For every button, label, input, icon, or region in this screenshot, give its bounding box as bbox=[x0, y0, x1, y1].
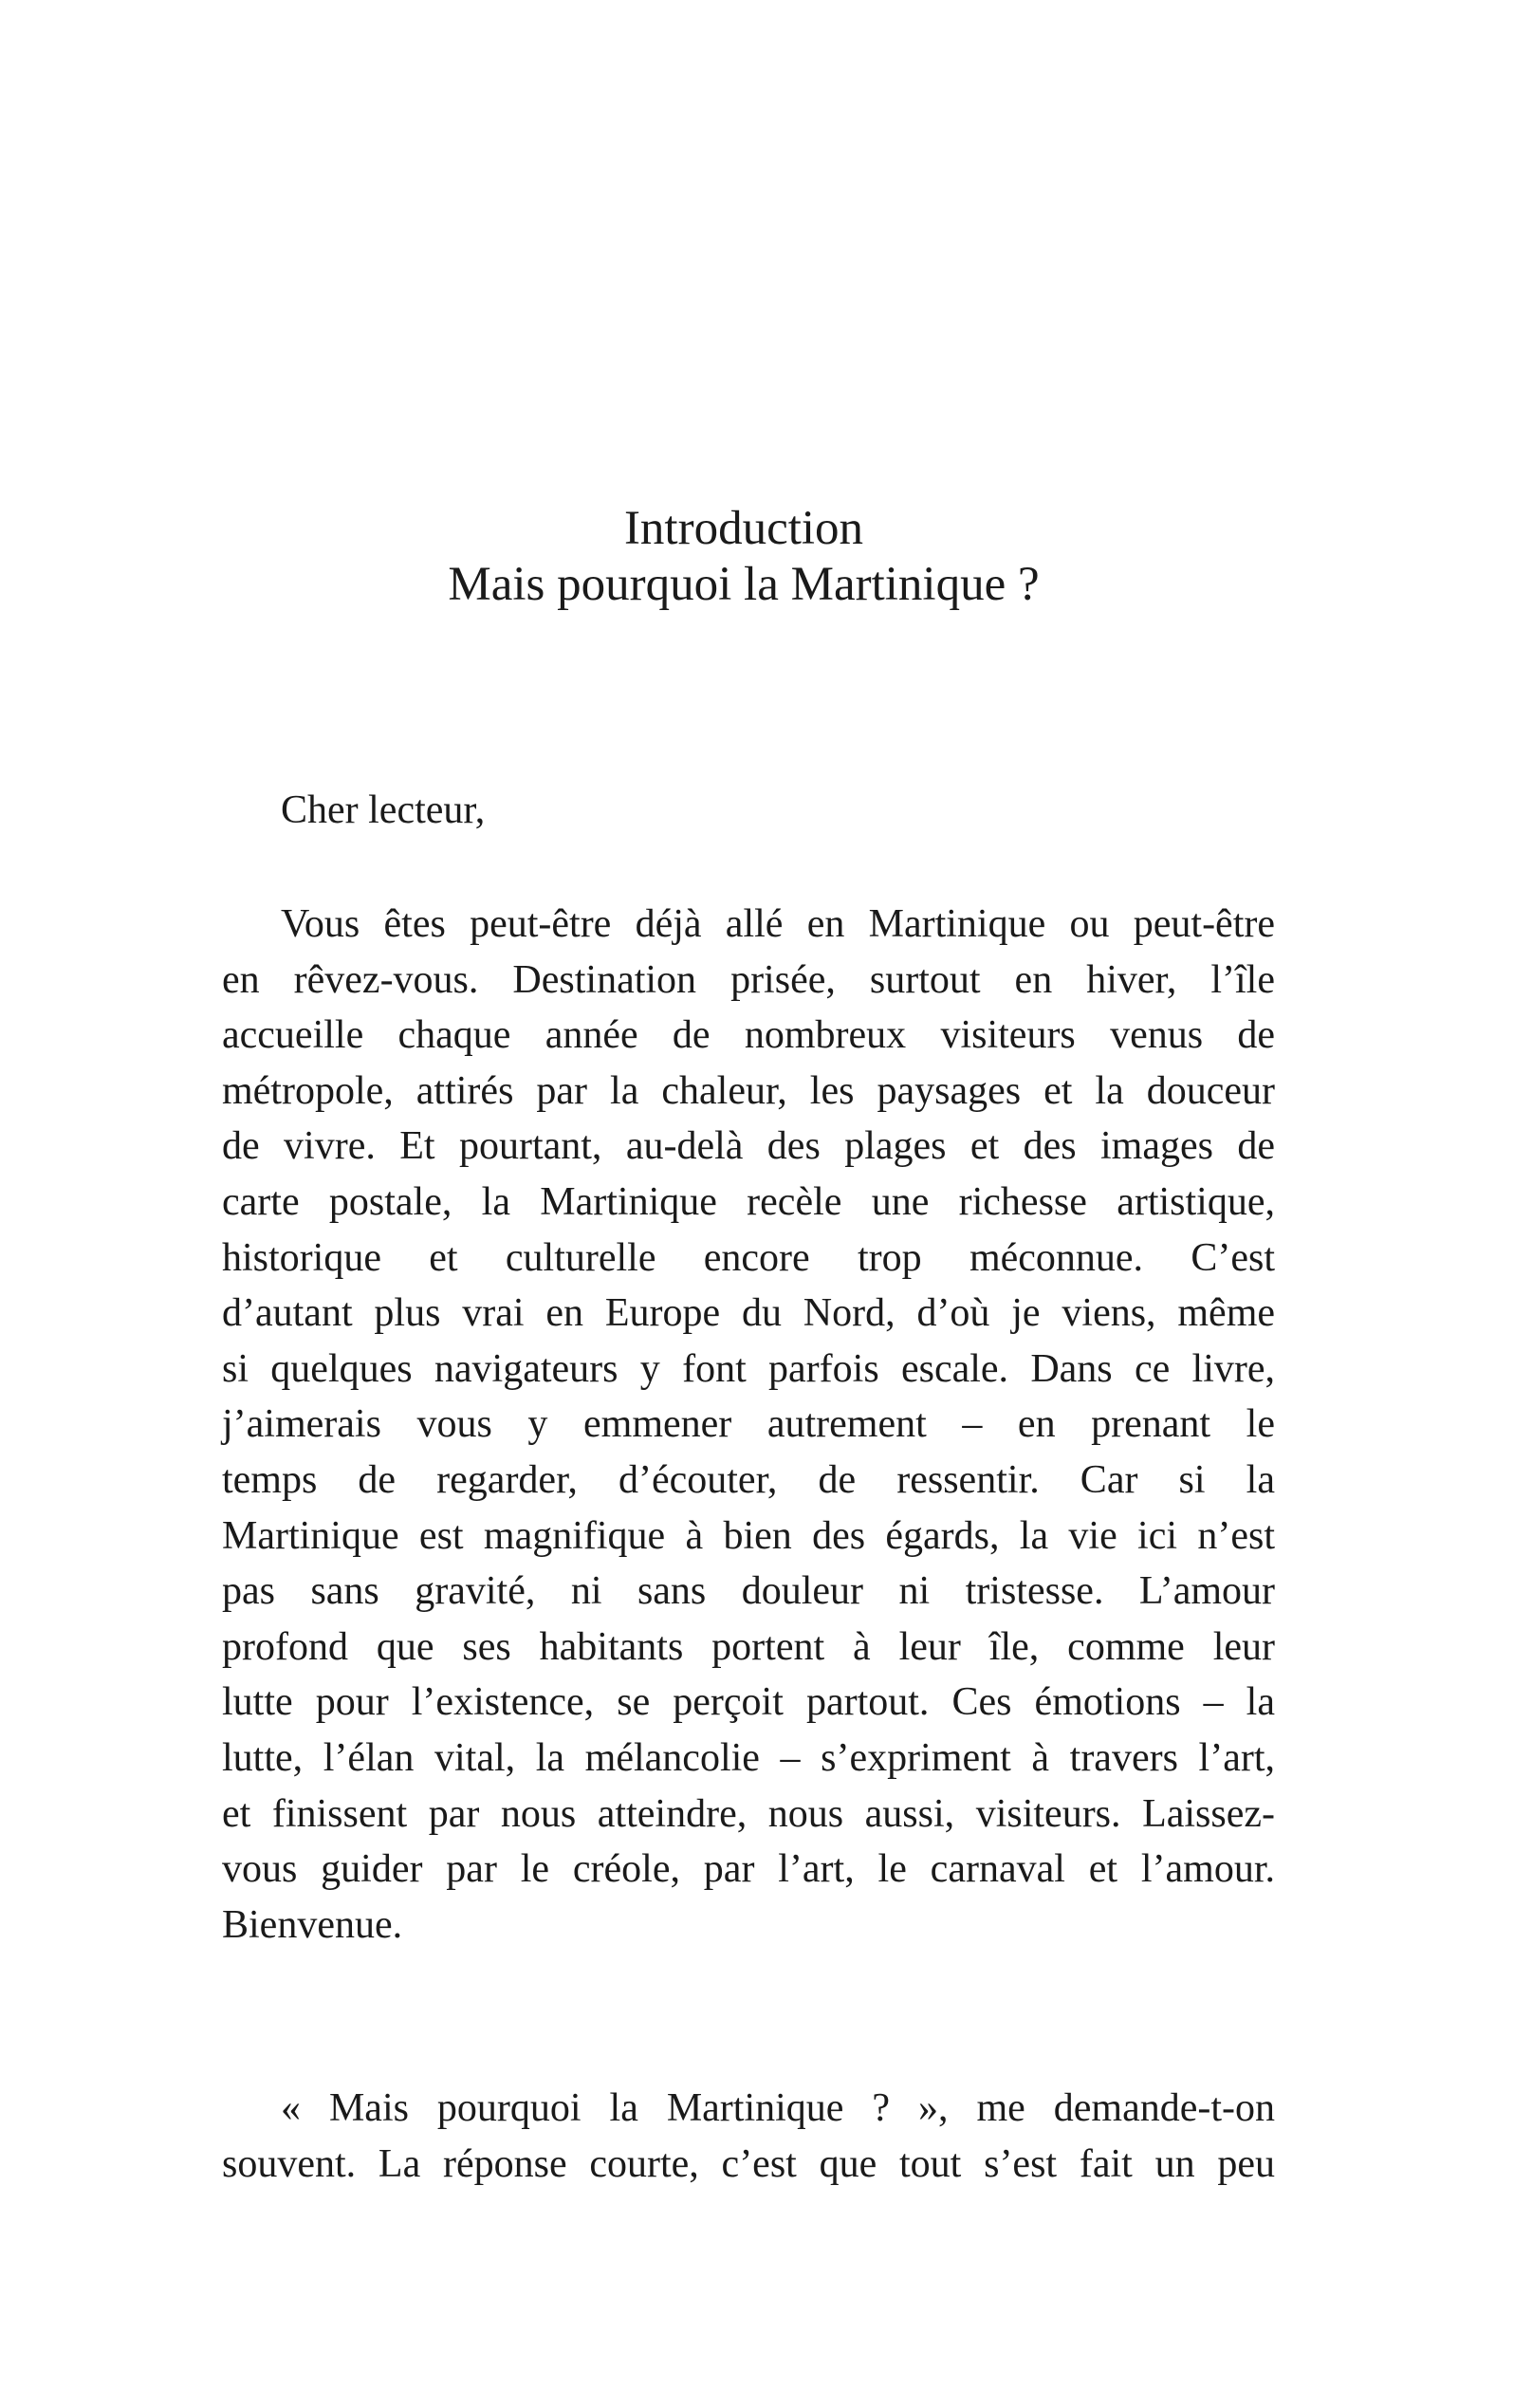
chapter-heading bbox=[222, 501, 1265, 613]
paragraph-line: accueille chaque année de nombreux visiteurs venus de bbox=[222, 1013, 1275, 1058]
paragraph-line: j’aimerais vous y emmener autrement – en prenant le bbox=[222, 1402, 1275, 1447]
paragraph-line: de vivre. Et pourtant, au-delà des plages et des images de bbox=[222, 1124, 1275, 1169]
paragraph-line: vous guider par le créole, par l’art, le carnaval et l’amour. bbox=[222, 1847, 1275, 1892]
paragraph-line: d’autant plus vrai en Europe du Nord, d’où je viens, même bbox=[222, 1291, 1275, 1336]
paragraph-line: lutte pour l’existence, se perçoit partout. Ces émotions – la bbox=[222, 1680, 1275, 1725]
paragraph-line: Bienvenue. bbox=[222, 1902, 403, 1947]
paragraph-line: en rêvez-vous. Destination prisée, surtout en hiver, l’île bbox=[222, 957, 1275, 1002]
paragraph-line: métropole, attirés par la chaleur, les paysages et la douceur bbox=[222, 1068, 1275, 1113]
paragraph-2 bbox=[222, 2081, 1275, 2192]
paragraph-line: temps de regarder, d’écouter, de ressentir. Car si la bbox=[222, 1457, 1275, 1502]
paragraph-line: si quelques navigateurs y font parfois escale. Dans ce livre, bbox=[222, 1346, 1275, 1391]
salutation: Cher lecteur, bbox=[281, 788, 486, 832]
paragraph-line: souvent. La réponse courte, c’est que tout s’est fait un peu bbox=[222, 2141, 1275, 2186]
paragraph-line: et finissent par nous atteindre, nous aussi, visiteurs. Laissez- bbox=[222, 1791, 1275, 1836]
paragraph-line: profond que ses habitants portent à leur île, comme leur bbox=[222, 1624, 1275, 1669]
paragraph-line: historique et culturelle encore trop méconnue. C’est bbox=[222, 1235, 1275, 1280]
paragraph-line: carte postale, la Martinique recèle une richesse artistique, bbox=[222, 1179, 1275, 1224]
paragraph-line: pas sans gravité, ni sans douleur ni tristesse. L’amour bbox=[222, 1569, 1275, 1614]
chapter-title: Mais pourquoi la Martinique ? bbox=[448, 558, 1040, 611]
chapter-label: Introduction bbox=[623, 502, 864, 555]
paragraph-line: Martinique est magnifique à bien des égards, la vie ici n’est bbox=[222, 1513, 1275, 1558]
paragraph-line: « Mais pourquoi la Martinique ? », me demande-t-on bbox=[281, 2086, 1275, 2130]
paragraph-line: lutte, l’élan vital, la mélancolie – s’expriment à travers l’art, bbox=[222, 1735, 1275, 1780]
paragraph-line: Vous êtes peut-être déjà allé en Martinique ou peut-être bbox=[281, 902, 1275, 946]
paragraph-1 bbox=[222, 897, 1275, 1953]
